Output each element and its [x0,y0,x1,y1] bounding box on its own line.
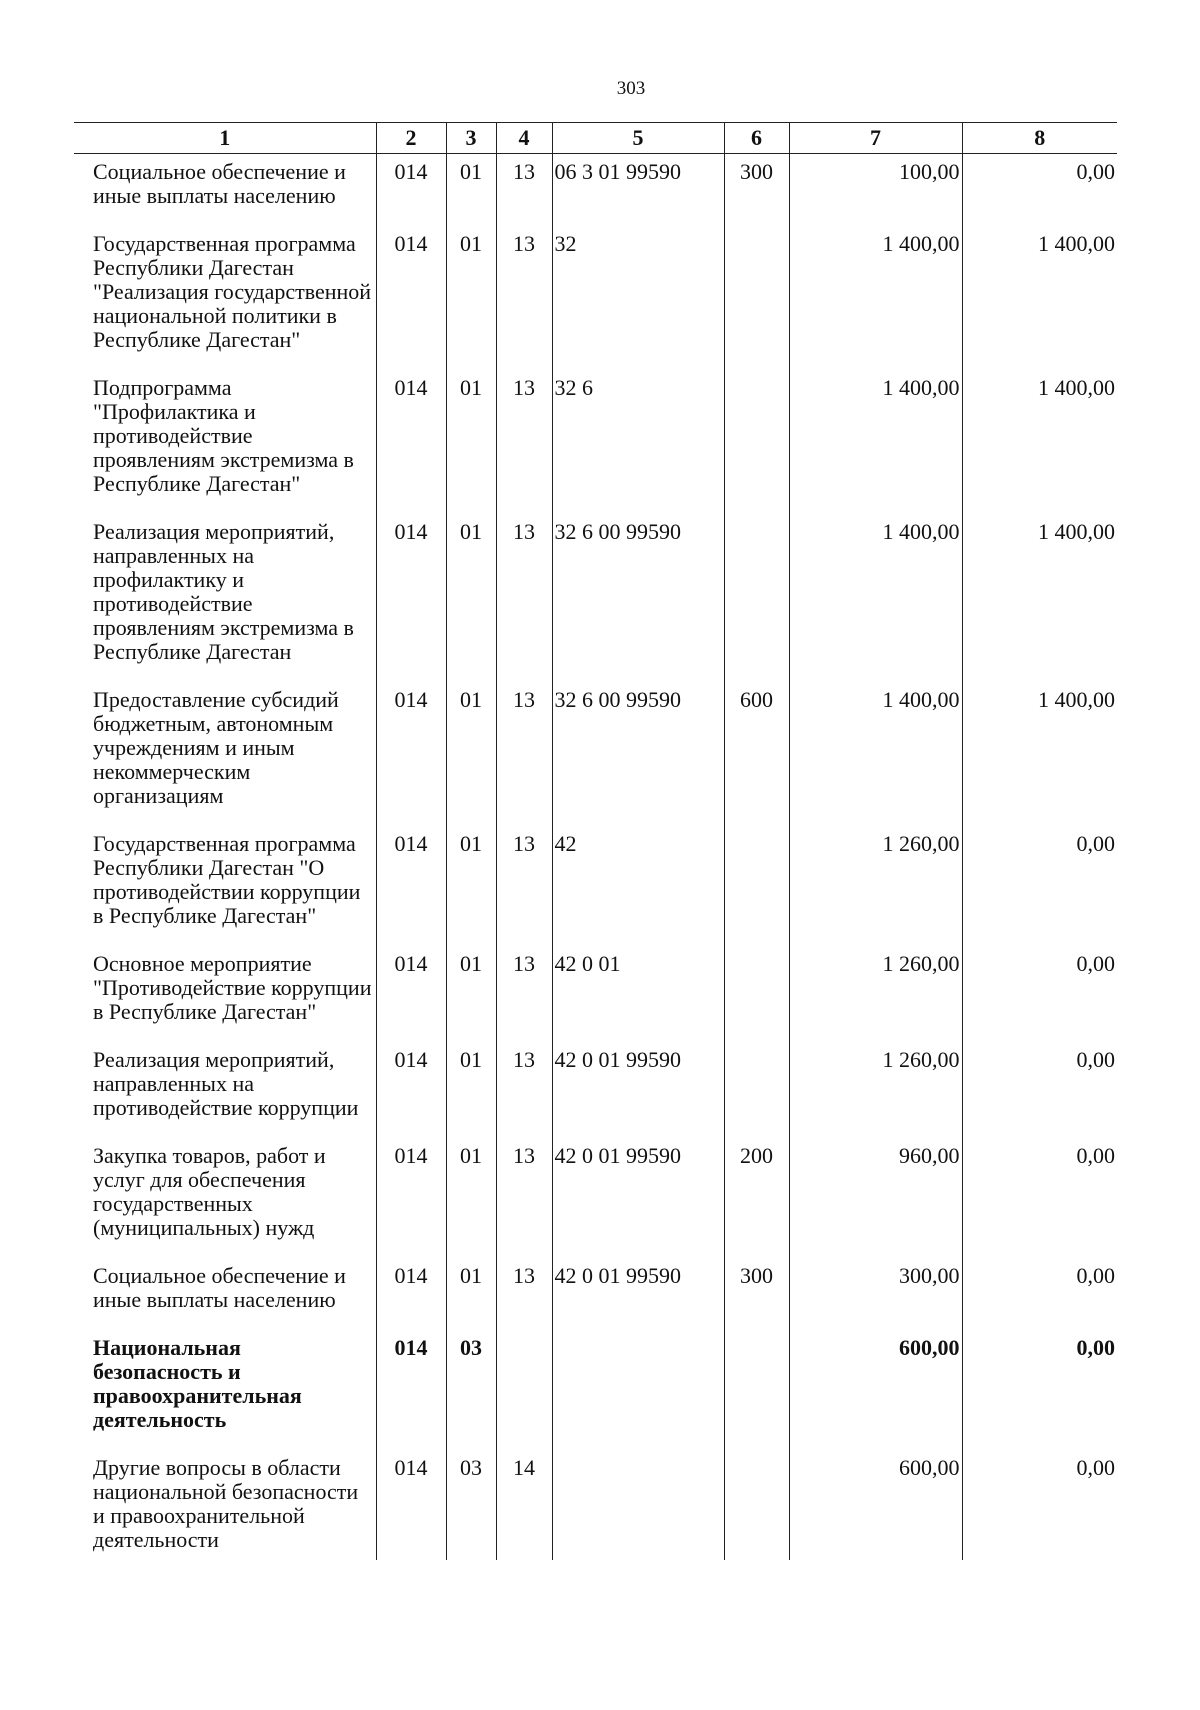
row-sum-1: 100,00 [789,154,962,227]
budget-table [74,122,1117,1560]
row-code-pr: 13 [496,946,552,1042]
row-sum-2: 0,00 [962,1042,1117,1138]
row-code-vr [724,826,789,946]
row-sum-1: 960,00 [789,1138,962,1258]
row-code-pr [496,1330,552,1450]
column-header-5: 5 [552,123,724,154]
row-code-pr: 13 [496,370,552,514]
row-code-gr: 014 [376,370,446,514]
table-row [74,370,1117,514]
row-code-cs: 42 0 01 [552,946,724,1042]
row-sum-1: 300,00 [789,1258,962,1330]
row-code-pr: 14 [496,1450,552,1560]
column-header-1: 1 [74,123,376,154]
row-sum-1: 1 400,00 [789,682,962,826]
row-sum-1: 1 400,00 [789,370,962,514]
row-name: Социальное обеспечение и иные выплаты населению [93,1263,346,1312]
row-name: Другие вопросы в области национальной безопасности и правоохранительной деятельности [93,1455,359,1552]
row-code-rz: 01 [446,1138,496,1258]
row-code-gr: 014 [376,946,446,1042]
row-sum-2: 1 400,00 [962,226,1117,370]
row-code-rz: 01 [446,154,496,227]
page-number: 303 [616,78,646,99]
row-code-rz: 01 [446,514,496,682]
table-row [74,226,1117,370]
row-code-cs: 32 6 [552,370,724,514]
row-code-gr: 014 [376,1330,446,1450]
row-code-vr [724,1330,789,1450]
row-name: Государственная программа Республики Дагестан "О противодействии коррупции в Республике Дагестан" [93,831,361,928]
row-code-rz: 01 [446,370,496,514]
row-code-gr: 014 [376,1138,446,1258]
row-sum-1: 600,00 [789,1450,962,1560]
row-code-cs: 32 6 00 99590 [552,514,724,682]
column-header-6: 6 [724,123,789,154]
column-header-2: 2 [376,123,446,154]
row-code-pr: 13 [496,682,552,826]
row-code-gr: 014 [376,154,446,227]
row-sum-2: 1 400,00 [962,514,1117,682]
row-name: Социальное обеспечение и иные выплаты населению [93,159,346,208]
table-row [74,514,1117,682]
table-row [74,154,1117,227]
row-code-cs: 42 [552,826,724,946]
row-sum-2: 0,00 [962,1450,1117,1560]
row-code-cs: 42 0 01 99590 [552,1042,724,1138]
table-row [74,682,1117,826]
table-row [74,1138,1117,1258]
row-code-pr: 13 [496,1258,552,1330]
row-name: Основное мероприятие "Противодействие коррупции в Республике Дагестан" [93,951,372,1024]
row-code-vr [724,1450,789,1560]
row-sum-2: 0,00 [962,154,1117,227]
row-code-vr: 200 [724,1138,789,1258]
row-code-gr: 014 [376,514,446,682]
row-name: Реализация мероприятий, направленных на противодействие коррупции [93,1047,359,1120]
row-name: Закупка товаров, работ и услуг для обеспечения государственных (муниципальных) нужд [93,1143,326,1240]
header-row [74,123,1117,154]
row-code-gr: 014 [376,1042,446,1138]
row-code-vr [724,946,789,1042]
row-code-vr [724,514,789,682]
table-row [74,1330,1117,1450]
row-code-cs [552,1330,724,1450]
row-code-vr: 300 [724,154,789,227]
row-sum-1: 1 260,00 [789,826,962,946]
row-sum-2: 1 400,00 [962,370,1117,514]
table-row [74,1450,1117,1560]
column-header-8: 8 [962,123,1117,154]
row-code-gr: 014 [376,1258,446,1330]
row-code-rz: 01 [446,1042,496,1138]
row-code-gr: 014 [376,682,446,826]
row-code-cs: 42 0 01 99590 [552,1138,724,1258]
table-row [74,1258,1117,1330]
row-name: Подпрограмма "Профилактика и противодействие проявлениям экстремизма в Республике Дагестан" [93,375,354,496]
row-code-pr: 13 [496,226,552,370]
row-code-rz: 01 [446,682,496,826]
row-code-rz: 01 [446,946,496,1042]
row-name: Реализация мероприятий, направленных на профилактику и противодействие проявлениям экстремизма в Республике Дагестан [93,519,354,664]
row-code-rz: 01 [446,1258,496,1330]
row-code-rz: 03 [446,1450,496,1560]
row-code-cs: 32 [552,226,724,370]
row-code-pr: 13 [496,514,552,682]
row-sum-2: 1 400,00 [962,682,1117,826]
row-code-vr [724,226,789,370]
row-code-pr: 13 [496,154,552,227]
row-code-gr: 014 [376,826,446,946]
row-code-gr: 014 [376,1450,446,1560]
row-code-vr: 600 [724,682,789,826]
row-code-pr: 13 [496,1138,552,1258]
table-row [74,826,1117,946]
row-code-pr: 13 [496,1042,552,1138]
row-sum-2: 0,00 [962,946,1117,1042]
row-sum-1: 1 260,00 [789,946,962,1042]
row-code-vr [724,1042,789,1138]
row-sum-2: 0,00 [962,826,1117,946]
row-sum-2: 0,00 [962,1330,1117,1450]
row-code-cs [552,1450,724,1560]
row-code-cs: 42 0 01 99590 [552,1258,724,1330]
row-name: Предоставление субсидий бюджетным, автономным учреждениям и иным некоммерческим организациям [93,687,339,808]
row-code-cs: 06 3 01 99590 [552,154,724,227]
row-code-rz: 01 [446,826,496,946]
row-code-cs: 32 6 00 99590 [552,682,724,826]
row-code-pr: 13 [496,826,552,946]
row-sum-1: 1 260,00 [789,1042,962,1138]
row-sum-1: 1 400,00 [789,514,962,682]
column-header-3: 3 [446,123,496,154]
column-header-4: 4 [496,123,552,154]
row-sum-1: 600,00 [789,1330,962,1450]
row-sum-2: 0,00 [962,1258,1117,1330]
row-code-rz: 03 [446,1330,496,1450]
column-header-7: 7 [789,123,962,154]
table-row [74,1042,1117,1138]
row-code-vr: 300 [724,1258,789,1330]
row-sum-1: 1 400,00 [789,226,962,370]
row-code-vr [724,370,789,514]
row-code-rz: 01 [446,226,496,370]
row-name: Государственная программа Республики Дагестан "Реализация государственной национальной политики в Республике Дагестан" [93,231,372,352]
table-row [74,946,1117,1042]
row-sum-2: 0,00 [962,1138,1117,1258]
row-name: Национальная безопасность и правоохранительная деятельность [93,1335,302,1432]
row-code-gr: 014 [376,226,446,370]
